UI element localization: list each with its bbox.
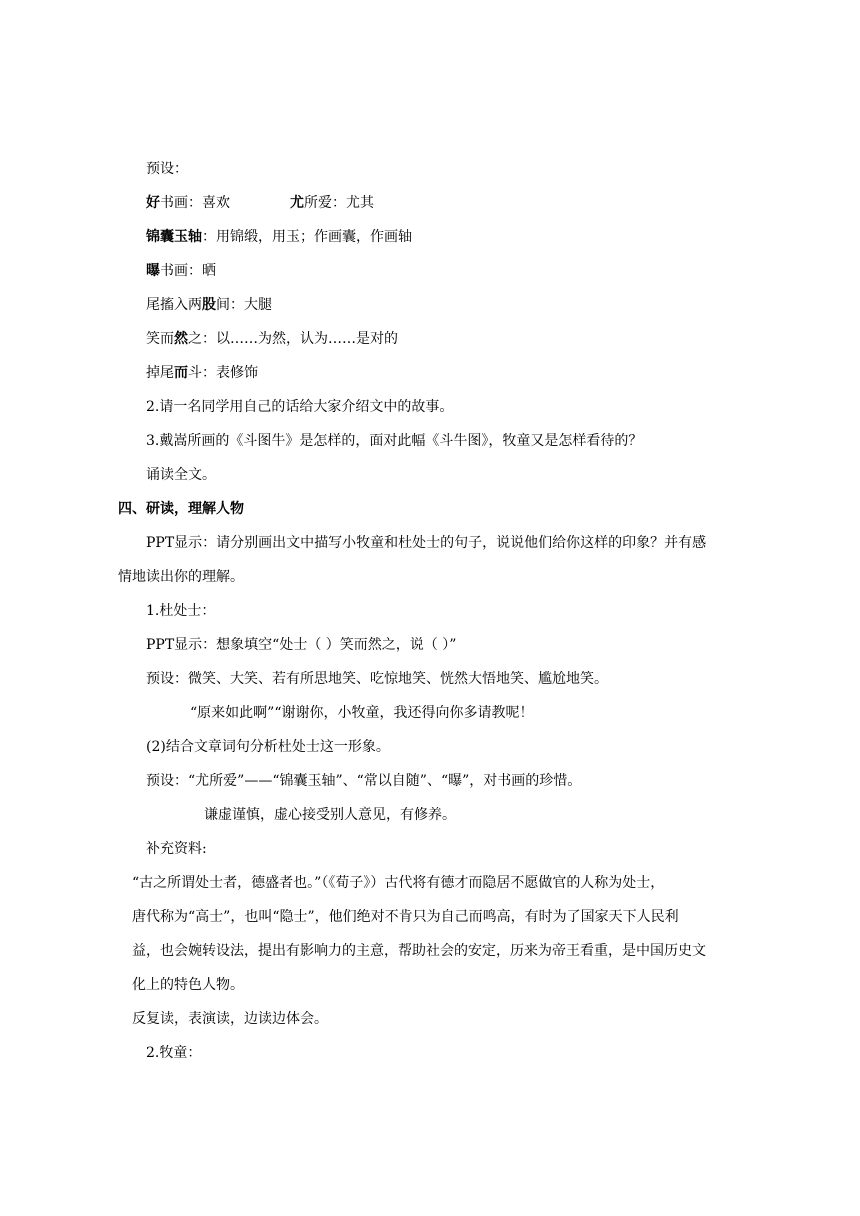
supplement-paragraph-line: “古之所谓处士者，德盛者也。”（《荀子》）古代将有德才而隐居不愿做官的人称为处士， — [132, 875, 665, 891]
question-3: 3.戴嵩所画的《斗图牛》是怎样的，面对此幅《斗牛图》，牧童又是怎样看待的？ — [146, 433, 643, 449]
gloss-text: 之：以……为然，认为……是对的 — [188, 331, 398, 347]
gloss-text: 间：大腿 — [216, 297, 272, 313]
question-2: 2.请一名同学用自己的话给大家介绍文中的故事。 — [146, 399, 454, 415]
gloss-word: 股 — [202, 297, 216, 313]
gloss-text: 笑而 — [146, 331, 174, 347]
ppt-fill-blank: PPT显示：想象填空“处士（ ）笑而然之，说（ ）” — [146, 637, 457, 653]
gloss-line-ran — [146, 329, 398, 349]
gloss-word: 尤 — [290, 195, 304, 211]
gloss-word: 曝 — [146, 263, 160, 279]
section-heading: 四、研读，理解人物 — [118, 501, 244, 517]
quote-line: “原来如此啊”“谢谢你，小牧童，我还得向你多请教呢！ — [190, 705, 534, 721]
gloss-word: 而 — [174, 365, 188, 381]
gloss-line-jin — [146, 227, 412, 247]
modest-line: 谦虚谨慎，虚心接受别人意见，有修养。 — [204, 807, 456, 823]
gloss-text: 所爱：尤其 — [304, 195, 374, 211]
gloss-line-gu — [146, 295, 272, 315]
gloss-word: 然 — [174, 331, 188, 347]
gloss-line-hao-you — [146, 193, 374, 213]
ppt-prompt-line2: 情地读出你的理解。 — [118, 569, 244, 585]
supplement-paragraph-line: 益，也会婉转设法，提出有影响力的主意，帮助社会的安定，历来为帝王看重，是中国历史文 — [132, 943, 706, 959]
ppt-prompt-line1: PPT显示：请分别画出文中描写小牧童和杜处士的句子，说说他们给你这样的印象？并有感 — [146, 535, 707, 551]
gloss-line-pu — [146, 261, 216, 281]
gloss-word: 锦囊玉轴 — [146, 229, 202, 245]
supplement-paragraph-line: 化上的特色人物。 — [132, 977, 244, 993]
analysis-prompt: (2)结合文章词句分析杜处士这一形象。 — [146, 739, 390, 755]
reread-instruction: 反复读，表演读，边读边体会。 — [132, 1011, 328, 1027]
gloss-text: 尾搐入两 — [146, 297, 202, 313]
gloss-word: 好 — [146, 195, 160, 211]
gloss-text: 书画：晒 — [160, 263, 216, 279]
gloss-text: 掉尾 — [146, 365, 174, 381]
gloss-text: 书画：喜欢 — [160, 195, 230, 211]
subheading-herdboy: 2.牧童： — [146, 1045, 202, 1061]
preset-smile: 预设：微笑、大笑、若有所思地笑、吃惊地笑、恍然大悟地笑、尴尬地笑。 — [146, 671, 608, 687]
gloss-text: ：用锦缎，用玉；作画囊，作画轴 — [202, 229, 412, 245]
preset-cherish: 预设：“尤所爱”——“锦囊玉轴”、“常以自随”、“曝”，对书画的珍惜。 — [146, 773, 582, 789]
gloss-text: 斗：表修饰 — [188, 365, 258, 381]
supplement-paragraph-line: 唐代称为“高士”，也叫“隐士”，他们绝对不肯只为自己而鸣高，有时为了国家天下人民利 — [132, 909, 679, 925]
subheading-du: 1.杜处士： — [146, 603, 216, 619]
gloss-line-er — [146, 363, 258, 383]
recite-instruction: 诵读全文。 — [146, 467, 216, 483]
preset-label: 预设： — [146, 161, 188, 177]
supplement-label: 补充资料: — [146, 841, 207, 857]
